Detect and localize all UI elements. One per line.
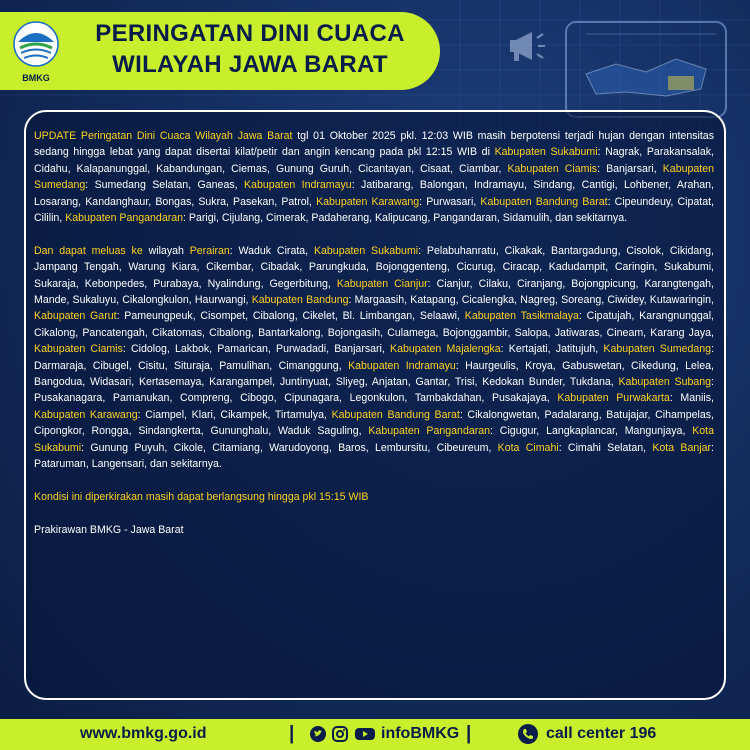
highlight-text: Kabupaten Indramayu: [243, 179, 352, 192]
body-text-run: : Jatibarang, Balongan, Indramayu, Sindang, Cantigi, Lohbener, Arahan, Losarang, Kandanghaur, Bongas, Sukra, Pasekan, Patrol,: [34, 179, 714, 208]
condition-text: Kondisi ini diperkirakan masih dapat berlangsung hingga pkl 15:15 WIB: [34, 490, 369, 503]
body-text-run: : Cipatujah, Karangnunggal, Cikalong, Pancatengah, Cikatomas, Cibalong, Bantarkalong, Bojongasih, Culamega, Bojonggambir, Salopa, Jatiwaras, Cineam, Karang Jaya,: [34, 310, 714, 339]
body-text-run: : Sumedang Selatan, Ganeas,: [85, 179, 244, 192]
highlight-text: Kabupaten Bandung Barat: [480, 195, 608, 208]
body-text-run: : Darmaraja, Cibugel, Cisitu, Situraja, Pamulihan, Cimanggung,: [34, 343, 715, 372]
highlight-text: Kabupaten Pangandaran: [65, 212, 184, 225]
body-text-run: : Pelabuhanratu, Cikakak, Bantargadung, Cisolok, Cikidang, Jampang Tengah, Warung Kiara, Cikembar, Cibadak, Parungkuda, Bojonggenteng, Cicurug, Ciracap, Kadudampit, Caringin, Sukabumi, Sukaraja, Kebonpedes, Purabaya, Nyalindung, Gegerbitung,: [34, 244, 714, 290]
body-text-run: : Margaasih, Katapang, Cicalengka, Nagreg, Soreang, Ciwidey, Kutawaringin,: [348, 294, 714, 307]
highlight-text: Kabupaten Karawang: [34, 408, 138, 421]
highlight-text: Kabupaten Karawang: [316, 195, 420, 208]
body-text-run: wilayah: [142, 244, 190, 257]
highlight-text: Kabupaten Majalengka: [390, 343, 501, 356]
highlight-text: Perairan: [189, 244, 230, 257]
logo-text: BMKG: [22, 73, 50, 83]
highlight-text: Kota Banjar: [652, 441, 712, 454]
bmkg-logo: [12, 20, 60, 82]
social-handle[interactable]: infoBMKG: [381, 725, 460, 742]
highlight-text: Kabupaten Sukabumi: [313, 244, 419, 257]
website-link[interactable]: www.bmkg.go.id: [80, 725, 207, 742]
body-text-run: : Cimahi Selatan,: [558, 441, 653, 454]
phone-icon: [518, 724, 538, 744]
warning-paragraph-current: [34, 128, 714, 226]
highlight-text: Kabupaten Subang: [618, 376, 712, 389]
warning-paragraph-spread: [34, 243, 714, 473]
body-text-run: : Kertajati, Jatitujuh,: [500, 343, 604, 356]
body-text-run: : Parigi, Cijulang, Cimerak, Padaherang, Kalipucang, Pangandaran, Sidamulih, dan sekitarnya.: [183, 212, 628, 225]
body-text-run: : Haurgeulis, Kroya, Gabuswetan, Cikedung, Lelea, Bangodua, Widasari, Kertasemaya, Karangampel, Juntinyuat, Sliyeg, Anjatan, Gantar, Trisi, Kedokan Bunder, Tukdana,: [34, 359, 714, 389]
body-text-run: : Cikalongwetan, Padalarang, Batujajar, Cihampelas, Cipongkor, Rongga, Sindangkerta, Gununghalu, Waduk Saguling,: [34, 408, 714, 438]
body-text-run: : Gunung Puyuh, Cikole, Citamiang, Warudoyong, Baros, Lembursitu, Cibeureum,: [81, 441, 498, 454]
highlight-text: UPDATE Peringatan Dini Cuaca Wilayah Jawa Barat: [34, 130, 293, 142]
page-title: [70, 18, 430, 80]
highlight-text: Kabupaten Bandung Barat: [331, 408, 460, 421]
title-line-2: WILAYAH JAWA BARAT: [112, 51, 388, 78]
highlight-text: Kabupaten Ciamis: [507, 162, 598, 175]
signature-text: Prakirawan BMKG - Jawa Barat: [34, 523, 184, 536]
highlight-text: Kabupaten Tasikmalaya: [464, 310, 579, 323]
body-text-run: : Cianjur, Cilaku, Ciranjang, Bojongpicung, Karangtengah, Mande, Sukaluyu, Cikalongkulon, Haurwangi,: [34, 277, 714, 307]
highlight-text: Kabupaten Sukabumi: [494, 146, 598, 159]
body-text-run: : Cidolog, Lakbok, Pamarican, Purwadadi, Banjarsari,: [122, 343, 391, 356]
highlight-text: Kabupaten Ciamis: [34, 343, 123, 356]
body-text-run: : Purwasari,: [419, 195, 481, 208]
highlight-text: Kota Sukabumi: [34, 425, 714, 454]
highlight-text: Kabupaten Bandung: [251, 294, 349, 307]
bmkg-logo-icon: [12, 20, 60, 68]
phone-illustration: [486, 14, 736, 124]
footer-bar: [0, 719, 750, 750]
instagram-icon[interactable]: [332, 726, 348, 742]
body-text-run: : Waduk Cirata,: [229, 244, 314, 257]
body-text-run: : Maniis,: [669, 392, 714, 405]
youtube-icon[interactable]: [355, 726, 375, 742]
body-text-run: : Pusakanagara, Pamanukan, Compreng, Cibogo, Cipunagara, Legonkulon, Tambakdahan, Pusakajaya,: [34, 376, 714, 405]
body-text-run: : Ciampel, Klari, Cikampek, Tirtamulya,: [137, 408, 332, 421]
megaphone-icon: [510, 32, 545, 61]
call-center-text[interactable]: call center 196: [546, 725, 657, 742]
title-line-1: PERINGATAN DINI CUACA: [95, 20, 405, 47]
highlight-text: Kabupaten Garut: [34, 310, 117, 323]
highlight-text: Kabupaten Sumedang: [34, 162, 714, 192]
body-text-run: : Cipeundeuy, Cipatat, Cililin,: [34, 195, 714, 225]
body-text-run: : Pataruman, Langensari, dan sekitarnya.: [34, 441, 714, 471]
phone-map-illustration: [566, 22, 726, 117]
footer-separator: |: [289, 723, 295, 744]
footer-separator-2: |: [466, 723, 472, 744]
body-text-run: : Nagrak, Parakansalak, Cidahu, Kalapanunggal, Kabandungan, Ciemas, Gunung Guruh, Cicantayan, Cisaat, Ciambar,: [34, 146, 714, 175]
highlight-text: Kabupaten Cianjur: [336, 277, 428, 290]
warning-text: [34, 128, 714, 555]
highlight-text: Kabupaten Sumedang: [603, 343, 712, 356]
highlight-text: Kabupaten Pangandaran: [368, 425, 491, 438]
body-text-run: : Pameungpeuk, Cisompet, Cibalong, Cikelet, Bl. Limbangan, Selaawi,: [116, 310, 465, 323]
body-text-run: tgl 01 Oktober 2025 pkl. 12:03 WIB masih berpotensi terjadi hujan dengan intensitas sedang hingga lebat yang dapat disertai kilat/petir dan angin kencang pada pkl 12:15 WIB di: [34, 130, 715, 159]
highlight-text: Dan dapat meluas ke: [34, 244, 143, 257]
highlight-text: Kabupaten Purwakarta: [557, 392, 670, 405]
twitter-icon[interactable]: [310, 726, 326, 742]
body-text-run: : Banjarsari,: [597, 162, 663, 175]
highlight-text: Kota Cimahi: [497, 441, 559, 454]
body-text-run: : Cigugur, Langkaplancar, Mangunjaya,: [490, 425, 693, 438]
highlight-text: Kabupaten Indramayu: [348, 359, 456, 372]
